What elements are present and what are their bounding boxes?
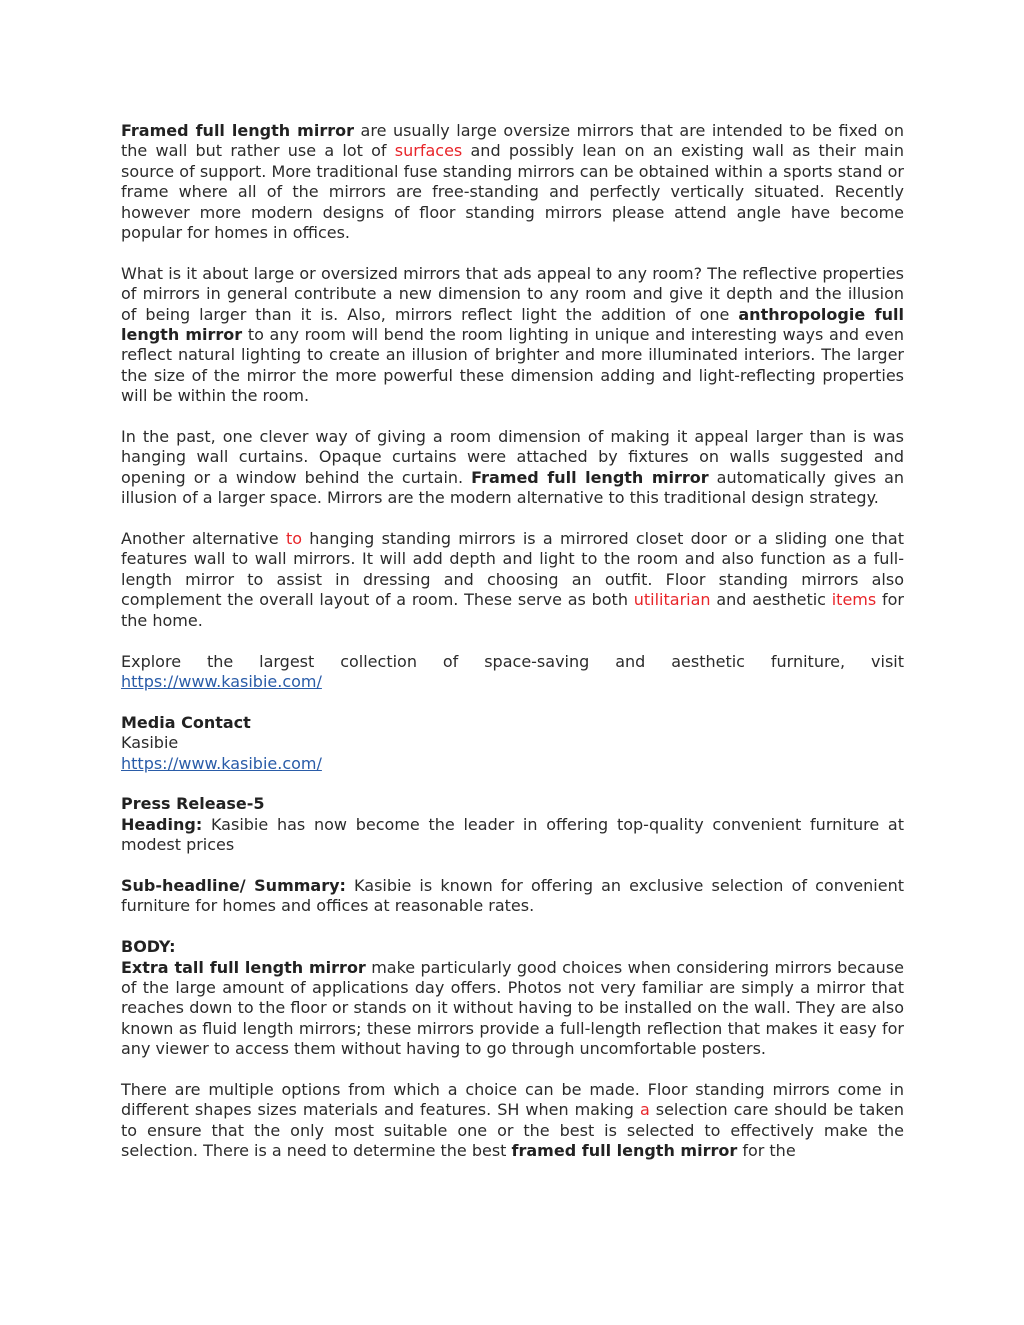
- press-release-block: [121, 794, 904, 855]
- sub-headline-text: Kasibie is known for offering an exclusive selection of convenient furniture for homes and offices at reasonable rates.: [121, 875, 904, 916]
- highlight-surfaces: surfaces: [394, 141, 463, 161]
- body-label: BODY:: [121, 937, 176, 957]
- paragraph-framed-mirrors: Framed full length mirror are usually large oversize mirrors that are intended to be fixed on the wall but rather use a lot of surfaces and possibly lean on an existing wall as their main source of support. More traditional fuse standing mirrors can be obtained within a sports stand or frame where all of the mirrors are free-standing and perfectly vertically situated. Recently however more modern designs of floor standing mirrors please attend angle have become popular for homes in offices.: [121, 121, 905, 243]
- paragraph-wall-curtains: In the past, one clever way of giving a room dimension of making it appeal larger than is was hanging wall curtains. Opaque curtains were attached by fixtures on walls suggested and opening or a window behind the curtain. Framed full length mirror automatically gives an illusion of a larger space. Mirrors are the modern alternative to this traditional design strategy.: [121, 427, 905, 508]
- heading-text: Kasibie has now become the leader in offering top-quality convenient furniture at modest prices: [121, 814, 904, 855]
- keyword-framed-full-length-mirror: Framed full length mirror: [121, 121, 354, 140]
- body-section-block: BODY: Extra tall full length mirror make particularly good choices when considering mirrors because of the large amount of applications day offers. Photos not very familiar are simply a mirror that reaches down to the floor or stands on it without having to be installed on the wall. They are also known as fluid length mirrors; these mirrors provide a full-length reflection that makes it easy for any viewer to access them without having to go through uncomfortable posters.: [121, 937, 905, 1059]
- media-contact-link[interactable]: https://www.kasibie.com/: [121, 753, 322, 773]
- heading-label: Heading:: [121, 814, 203, 834]
- media-contact-heading: Media Contact: [121, 712, 251, 732]
- paragraph-explore: Explore the largest collection of space-saving and aesthetic furniture, visit https://www.kasibie.com/: [121, 651, 904, 691]
- kasibie-website-link[interactable]: https://www.kasibie.com/: [121, 671, 322, 691]
- keyword-framed-full-length-mirror: Framed full length mirror: [471, 467, 709, 487]
- paragraph-mirrored-closet: Another alternative to hanging standing mirrors is a mirrored closet door or a sliding one that features wall to wall mirrors. It will add depth and light to the room and also function as a full-length mirror to assist in dressing and choosing an outfit. Floor standing mirrors also complement the overall layout of a room. These serve as both utilitarian and aesthetic items for the home.: [121, 529, 904, 630]
- highlight-a: a: [639, 1100, 650, 1120]
- media-contact-block: [121, 713, 904, 774]
- sub-headline-label: Sub-headline/ Summary:: [121, 875, 346, 895]
- keyword-anthropologie-full-length-mirror: anthropologie full length mirror: [121, 304, 905, 345]
- highlight-utilitarian: utilitarian: [633, 590, 711, 610]
- highlight-items: items: [831, 590, 877, 610]
- keyword-framed-full-length-mirror: framed full length mirror: [511, 1141, 738, 1161]
- keyword-extra-tall-full-length-mirror: Extra tall full length mirror: [121, 957, 366, 977]
- media-contact-name: Kasibie: [121, 733, 179, 753]
- paragraph-multiple-options: There are multiple options from which a choice can be made. Floor standing mirrors come in different shapes sizes materials and features. SH when making a selection care should be taken to ensure that the only most suitable one or the best is selected to effectively make the selection. There is a need to determine the best framed full length mirror for the: [121, 1079, 905, 1161]
- document-body: [121, 121, 904, 1162]
- sub-headline-block: [121, 876, 904, 917]
- press-release-title: Press Release-5: [121, 794, 265, 814]
- paragraph-oversized-mirrors: What is it about large or oversized mirrors that ads appeal to any room? The reflective properties of mirrors in general contribute a new dimension to any room and give it depth and the illusion of being larger than it is. Also, mirrors reflect light the addition of one anthropologie full length mirror to any room will bend the room lighting in unique and interesting ways and even reflect natural lighting to create an illusion of brighter and more illuminated interiors. The larger the size of the mirror the more powerful these dimension adding and light-reflecting properties will be within the room.: [121, 263, 905, 406]
- highlight-to: to: [285, 529, 302, 549]
